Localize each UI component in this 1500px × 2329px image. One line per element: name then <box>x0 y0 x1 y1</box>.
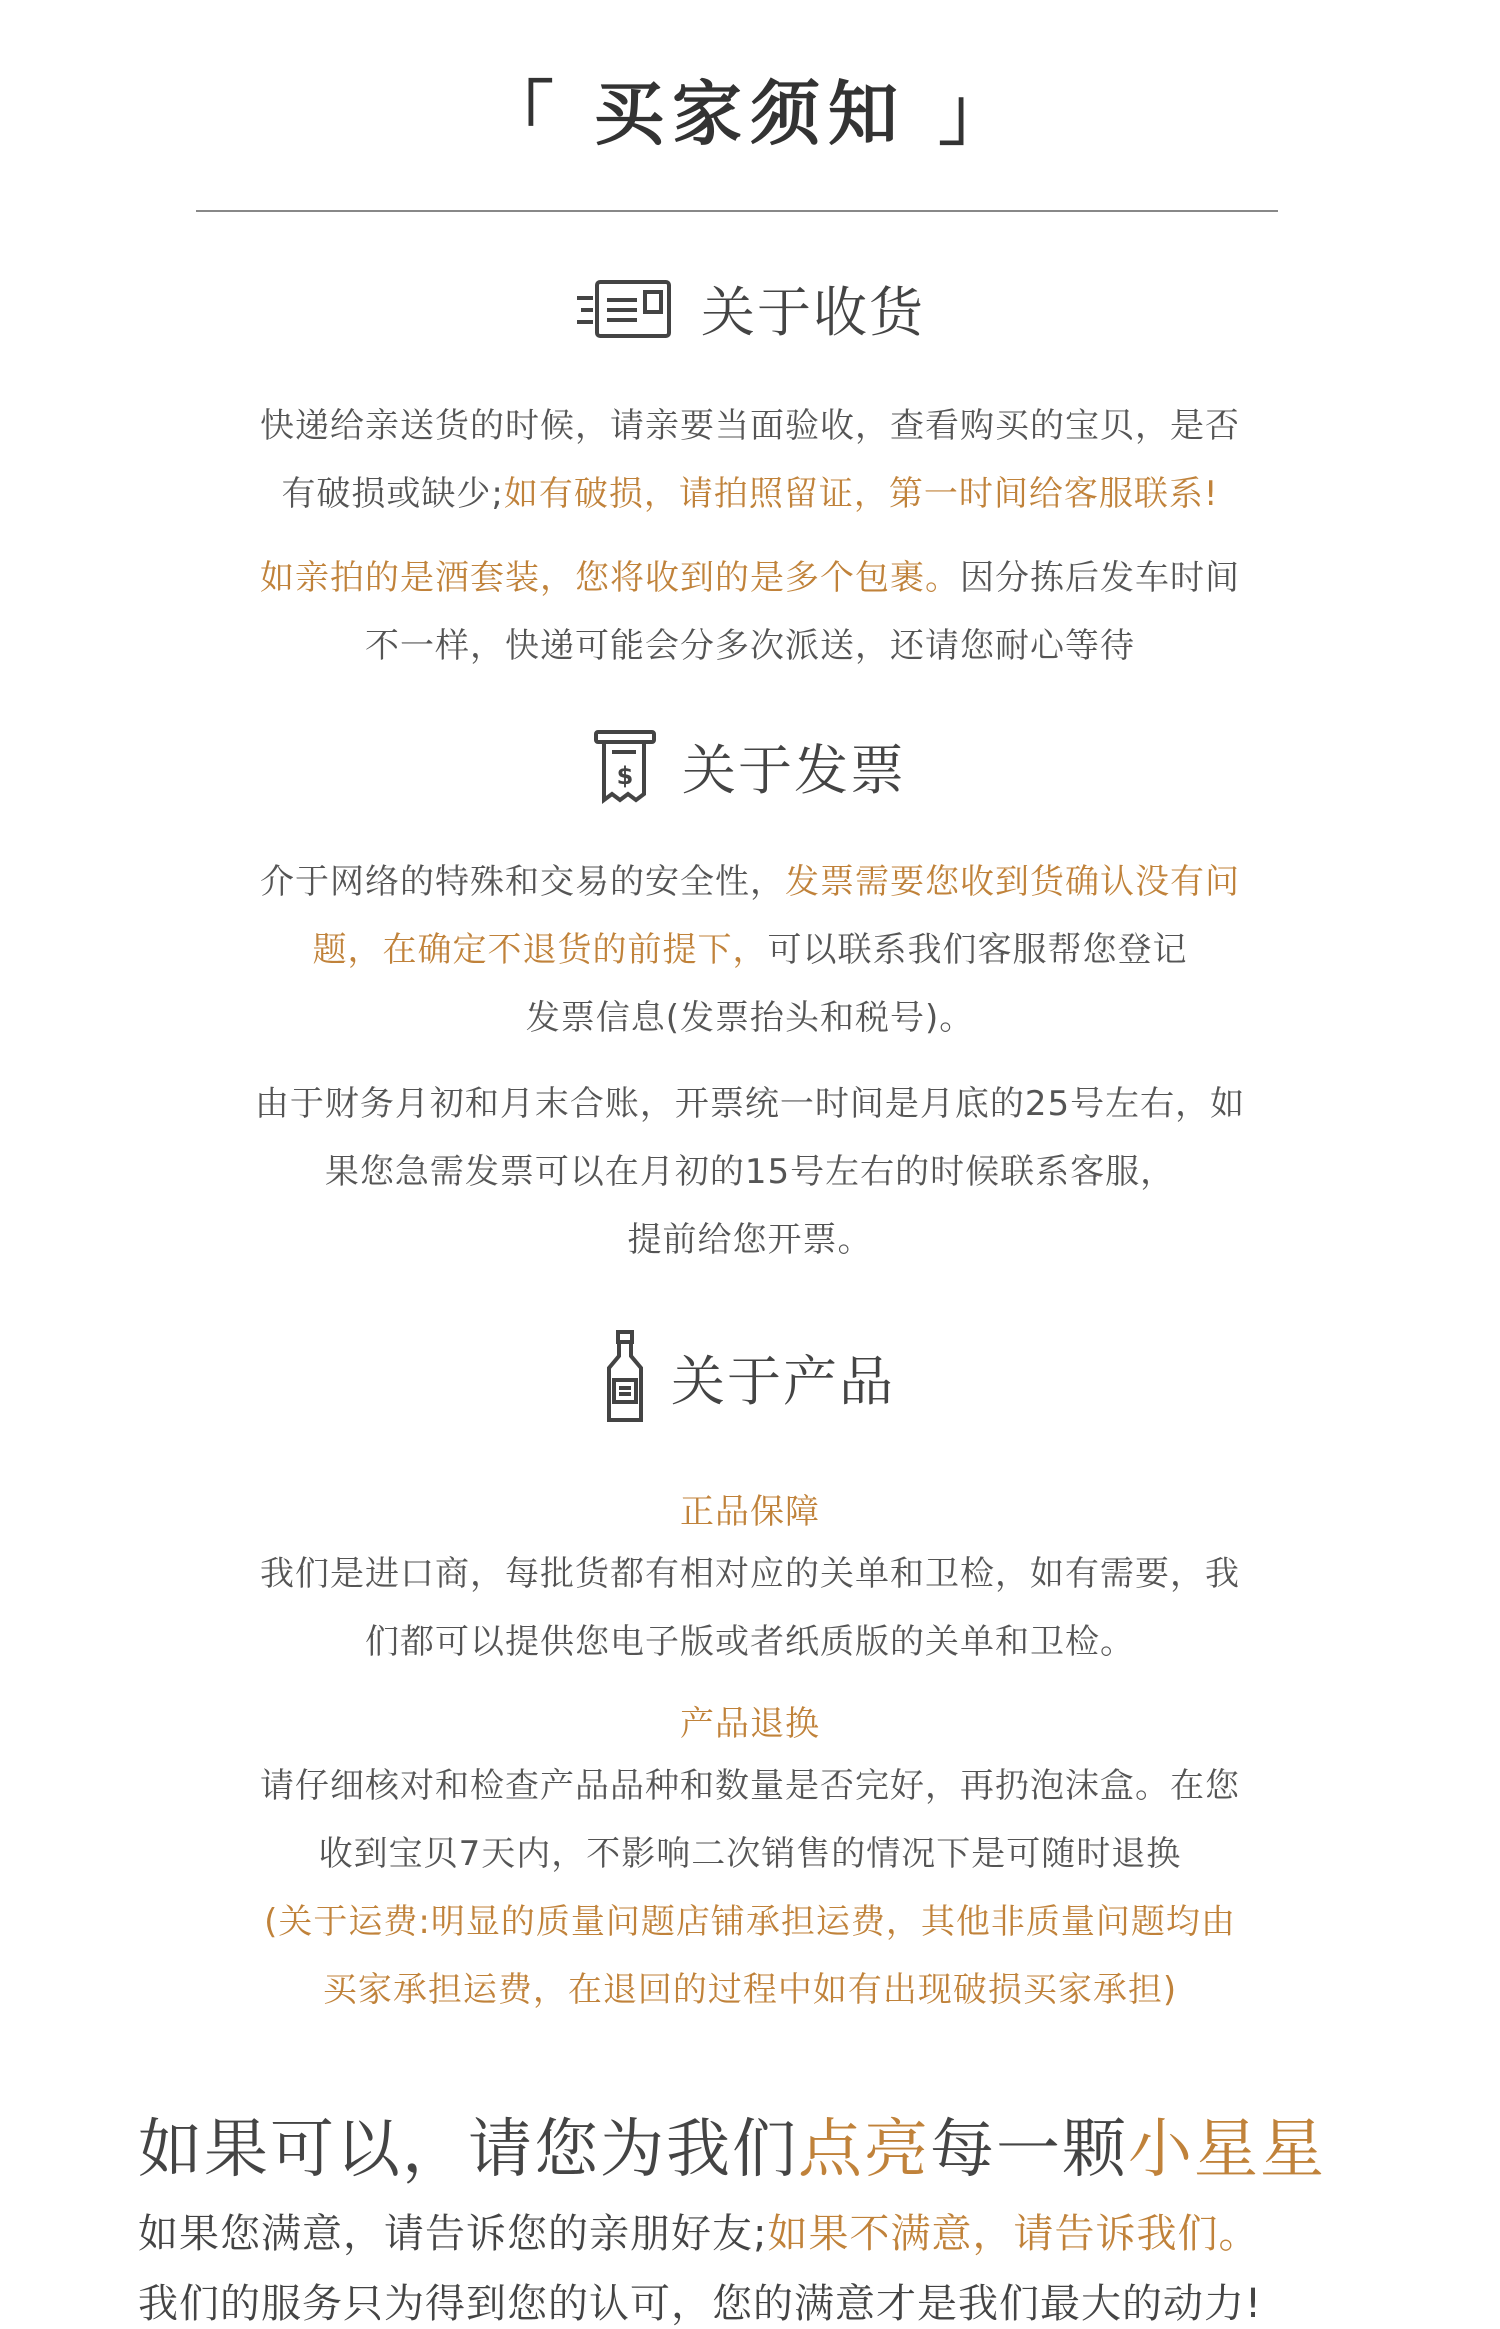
title-divider <box>196 210 1278 212</box>
receipt-p2-line1-plain: 因分拣后发车时间 <box>960 558 1240 598</box>
invoice-p2-line2: 果您急需发票可以在月初的15号左右的时候联系客服， <box>324 1152 1176 1192</box>
product-returns-paragraph <box>0 1752 1500 2024</box>
closing-headline-highlight2: 小星星 <box>1128 2113 1326 2187</box>
closing-line2: 我们的服务只为得到您的认可，您的满意才是我们最大的动力! <box>138 2281 1263 2327</box>
invoice-p1-line2-plain: 可以联系我们客服帮您登记 <box>767 930 1188 970</box>
receipt-p2-line2: 不一样，快递可能会分多次派送，还请您耐心等待 <box>365 626 1135 666</box>
closing-headline-highlight1: 点亮 <box>798 2113 930 2187</box>
delivery-card-icon <box>575 276 675 342</box>
closing-line1-highlight: 如果不满意，请告诉我们。 <box>767 2211 1260 2257</box>
invoice-paragraph-1 <box>0 848 1500 1052</box>
product-returns-line1: 请仔细核对和检查产品品种和数量是否完好，再扔泡沫盒。在您 <box>260 1766 1240 1806</box>
invoice-p1-line1 <box>0 848 1500 916</box>
receipt-p2-line1-highlight: 如亲拍的是酒套装，您将收到的是多个包裹。 <box>260 558 960 598</box>
receipt-p1-line2-plain: 有破损或缺少; <box>281 474 504 514</box>
product-authentic-line2: 们都可以提供您电子版或者纸质版的关单和卫检。 <box>365 1622 1135 1662</box>
section-title-receipt: 关于收货 <box>701 281 925 344</box>
product-authentic-paragraph <box>0 1540 1500 1676</box>
closing-headline-part1: 如果可以，请您为我们 <box>138 2113 798 2187</box>
invoice-paragraph-2 <box>0 1070 1500 1274</box>
svg-text:$: $ <box>616 762 634 790</box>
receipt-dollar-icon <box>594 726 656 806</box>
product-subheading-authentic: 正品保障 <box>680 1492 820 1532</box>
section-heading-invoice <box>0 726 1500 806</box>
page-title: 「 买家须知 」 <box>483 73 1017 155</box>
section-heading-product <box>0 1330 1500 1424</box>
receipt-paragraph-1 <box>0 392 1500 528</box>
invoice-p1-line1-plain: 介于网络的特殊和交易的安全性， <box>260 862 785 902</box>
product-returns-line4: 买家承担运费，在退回的过程中如有出现破损买家承担) <box>322 1970 1178 2010</box>
wine-bottle-icon <box>605 1330 645 1424</box>
closing-line1 <box>138 2202 1259 2259</box>
product-returns-line3: (关于运费:明显的质量问题店铺承担运费，其他非质量问题均由 <box>264 1902 1236 1942</box>
section-title-invoice: 关于发票 <box>682 738 906 802</box>
invoice-p1-line2 <box>0 916 1500 984</box>
invoice-p1-line1-highlight: 发票需要您收到货确认没有问 <box>785 862 1240 902</box>
invoice-p2-line3: 提前给您开票。 <box>627 1220 873 1260</box>
receipt-p1-line2 <box>0 460 1500 528</box>
section-heading-receipt <box>0 270 1500 347</box>
invoice-p1-line2-highlight: 题，在确定不退货的前提下， <box>312 930 768 970</box>
receipt-paragraph-2 <box>0 544 1500 680</box>
invoice-p1-line3: 发票信息(发票抬头和税号)。 <box>525 998 975 1038</box>
receipt-p1-line1: 快递给亲送货的时候，请亲要当面验收，查看购买的宝贝，是否 <box>260 406 1240 446</box>
closing-line1-plain: 如果您满意，请告诉您的亲朋好友; <box>138 2211 768 2257</box>
product-authentic-line1: 我们是进口商，每批货都有相对应的关单和卫检，如有需要，我 <box>260 1554 1240 1594</box>
product-returns-line2: 收到宝贝7天内，不影响二次销售的情况下是可随时退换 <box>318 1834 1182 1874</box>
section-title-product: 关于产品 <box>671 1349 895 1413</box>
closing-headline <box>138 2098 1326 2190</box>
product-subheading-returns: 产品退换 <box>680 1704 820 1744</box>
receipt-p1-line2-highlight: 如有破损，请拍照留证，第一时间给客服联系! <box>503 474 1219 514</box>
closing-headline-part2: 每一颗 <box>930 2113 1128 2187</box>
invoice-p2-line1: 由于财务月初和月末合账，开票统一时间是月底的25号左右，如 <box>254 1084 1246 1124</box>
receipt-p2-line1 <box>0 544 1500 612</box>
